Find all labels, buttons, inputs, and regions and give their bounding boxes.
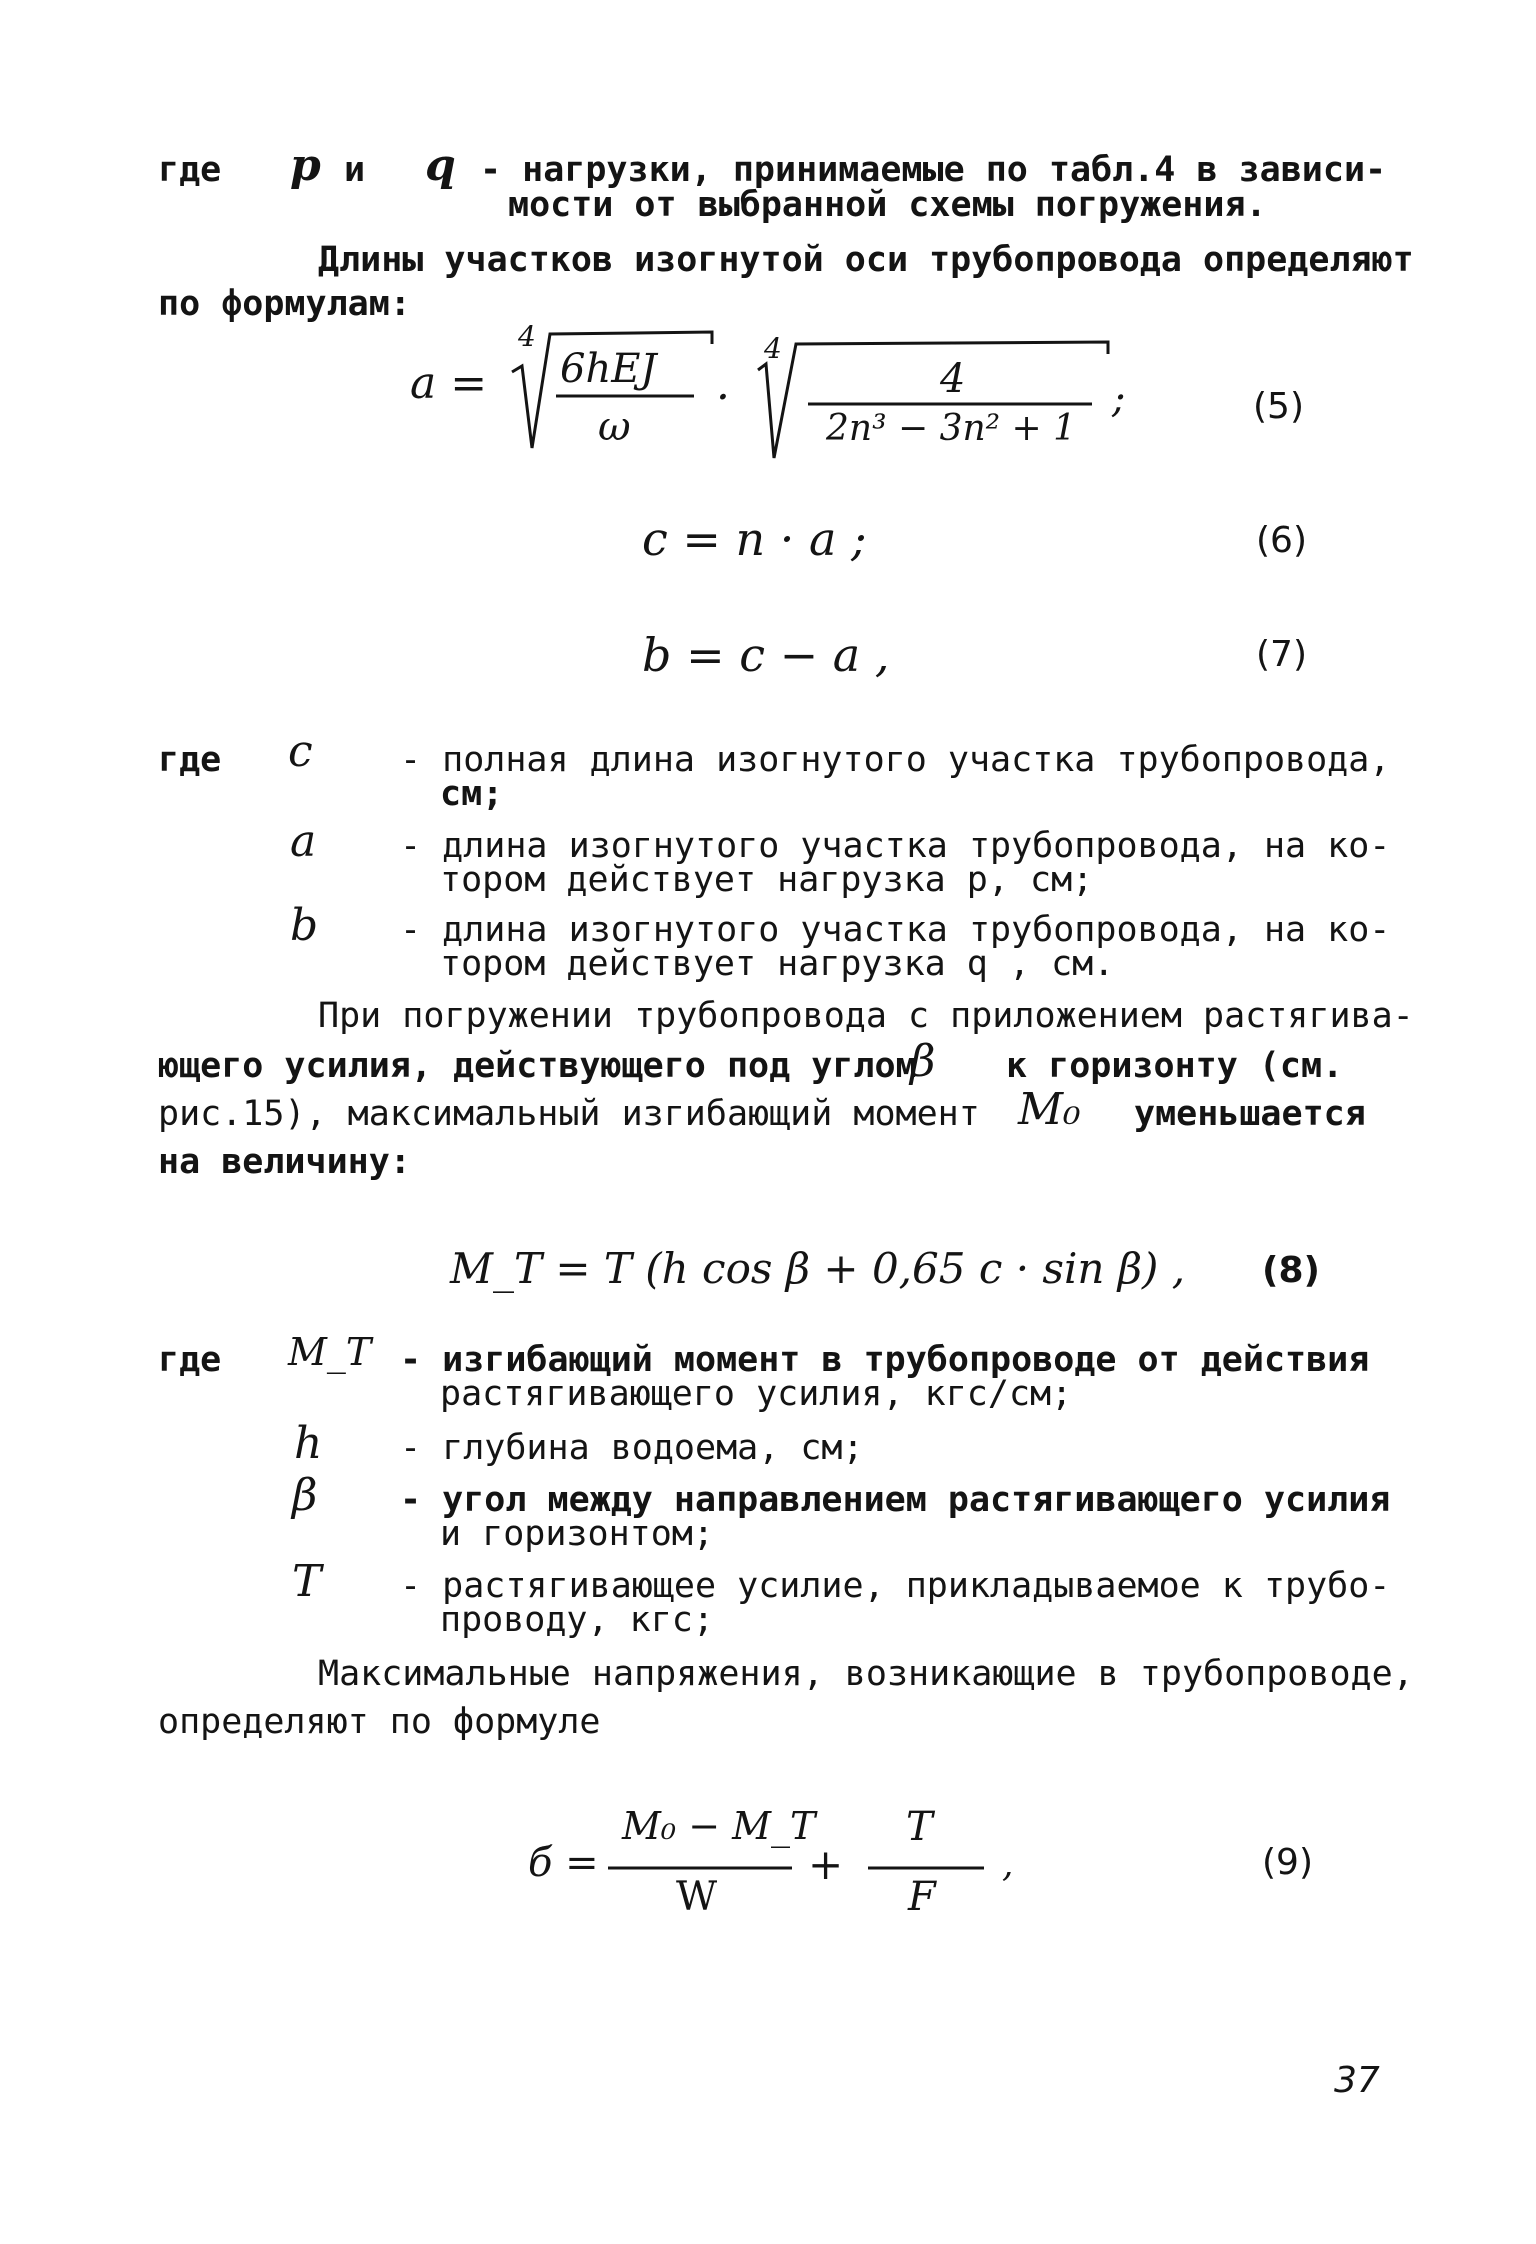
formula-9-denominator-1: W [676, 1874, 718, 1920]
formula-9-lhs: б = [528, 1840, 599, 1886]
paragraph-stresses-line1: Максимальные напряжения, возникающие в трубопроводе, [318, 1654, 1414, 1694]
paragraph-lengths-line1: Длины участков изогнутой оси трубопровода определяют [318, 240, 1414, 280]
formula-7-label: (7) [1256, 634, 1307, 675]
formula-5-numerator-2: 4 [940, 356, 966, 402]
definition-b-line1: - длина изогнутого участка трубопровода, на ко- [400, 910, 1391, 950]
formula-5-dot: · [716, 372, 730, 423]
formula-5-numerator-1: 6hEJ [560, 346, 657, 392]
formula-9-numerator-2: T [906, 1804, 933, 1850]
formula-5-lhs: a = [410, 358, 488, 409]
where-label: где [158, 150, 222, 190]
formula-9-tail: , [1002, 1844, 1014, 1885]
and-word: и [344, 150, 366, 190]
formula-5-tail: ; [1112, 376, 1126, 422]
loads-description-line1: - нагрузки, принимаемые по табл.4 в зависи- [480, 150, 1387, 190]
paragraph-lengths-line2: по формулам: [158, 284, 411, 324]
formula-5-root-index-1: 4 [518, 320, 536, 353]
paragraph-tension-line1: При погружении трубопровода с приложением растягива- [318, 996, 1414, 1036]
paragraph-tension-line3a: рис.15), максимальный изгибающий момент [158, 1094, 980, 1134]
definition-t-line2: проводу, кгс; [440, 1600, 714, 1640]
paragraph-beta-symbol: β [910, 1036, 936, 1087]
formula-5-denominator-1: ω [598, 404, 631, 450]
definition-mt-line2: растягивающего усилия, кгс/см; [440, 1374, 1073, 1414]
formula-5-denominator-2: 2n³ − 3n² + 1 [826, 408, 1077, 449]
formula-6-label: (6) [1256, 520, 1307, 561]
formula-6-expression: c = n · a ; [642, 512, 867, 566]
symbol-p: p [290, 140, 321, 191]
symbol-q: q [425, 140, 456, 191]
definition-h-line1: - глубина водоема, см; [400, 1428, 864, 1468]
definition-beta-line2: и горизонтом; [440, 1514, 714, 1554]
definition-a-line2: тором действует нагрузка p, см; [440, 860, 1094, 900]
definition-a-line1: - длина изогнутого участка трубопровода, на ко- [400, 826, 1391, 866]
definition-c-line2: см; [440, 774, 504, 814]
formula-9-label: (9) [1262, 1842, 1313, 1883]
paragraph-stresses-line2: определяют по формуле [158, 1702, 601, 1742]
definition-symbol-h: h [294, 1418, 323, 1469]
formula-5-label: (5) [1253, 386, 1304, 427]
definition-c-line1: - полная длина изогнутого участка трубопровода, [400, 740, 1391, 780]
definition-symbol-mt: M_T [288, 1330, 372, 1374]
paragraph-tension-line3b: уменьшается [1134, 1094, 1366, 1134]
definitions-1-where-label: где [158, 740, 222, 780]
formula-9-numerator-1: M₀ − M_T [622, 1804, 816, 1848]
paragraph-tension-line4: на величину: [158, 1142, 411, 1182]
formula-9-plus: + [808, 1840, 844, 1889]
formula-5-root-index-2: 4 [764, 332, 782, 365]
definition-symbol-beta: β [292, 1470, 318, 1521]
definitions-2-where-label: где [158, 1340, 222, 1380]
formula-9-denominator-2: F [908, 1874, 936, 1920]
definition-symbol-c: c [288, 726, 313, 777]
paragraph-tension-line2a: ющего усилия, действующего под углом [158, 1046, 917, 1086]
definition-t-line1: - растягивающее усилие, прикладываемое к трубо- [400, 1566, 1391, 1606]
paragraph-m0-symbol: M₀ [1018, 1084, 1081, 1135]
definition-symbol-b: b [290, 900, 319, 951]
loads-description-line2: мости от выбранной схемы погружения. [508, 185, 1267, 225]
paragraph-tension-line2b: к горизонту (см. [1006, 1046, 1344, 1086]
definition-symbol-a: a [290, 816, 317, 867]
definition-symbol-t: T [292, 1556, 322, 1607]
definition-beta-line1: - угол между направлением растягивающего усилия [400, 1480, 1391, 1520]
definition-b-line2: тором действует нагрузка q , см. [440, 944, 1115, 984]
definition-mt-line1: - изгибающий момент в трубопроводе от действия [400, 1340, 1370, 1380]
formula-7-expression: b = c − a , [642, 628, 890, 682]
formula-8-expression: M_T = T (h cos β + 0,65 c · sin β) , [450, 1244, 1186, 1293]
page-number: 37 [1334, 2060, 1380, 2101]
formula-8-label: (8) [1262, 1250, 1320, 1291]
